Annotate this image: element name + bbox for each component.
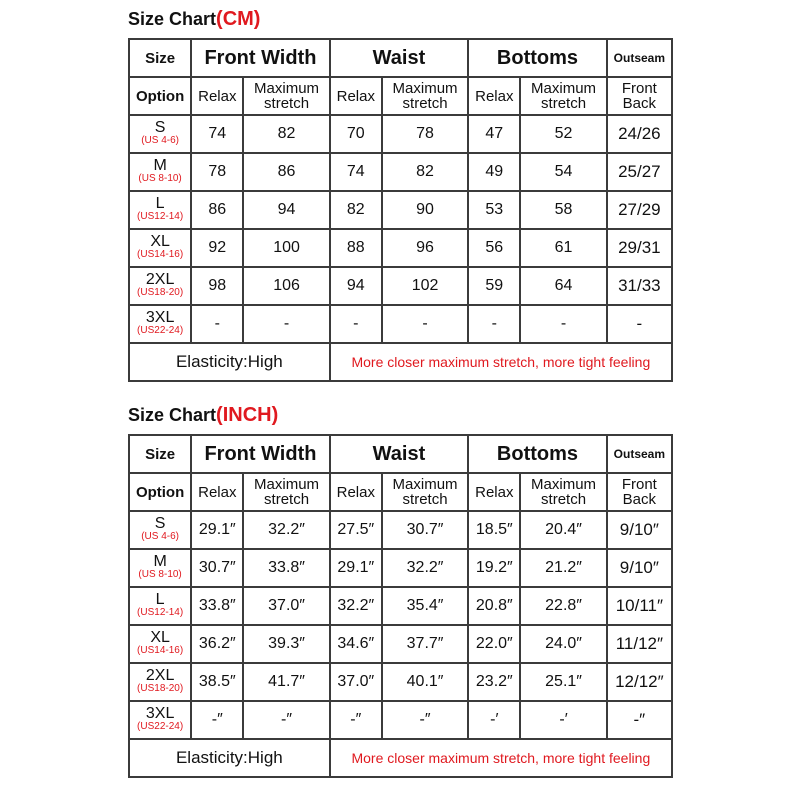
max-line2: stretch	[541, 95, 587, 112]
footer-row	[130, 344, 671, 380]
value-cell: 78	[192, 154, 242, 190]
value-cell: 82	[244, 116, 328, 152]
value-cell: 47	[469, 116, 519, 152]
size-cell	[130, 306, 190, 342]
fit-note: More closer maximum stretch, more tight feeling	[331, 740, 671, 776]
us-size: (US 4-6)	[141, 531, 179, 542]
size-name: 2XL	[145, 271, 175, 288]
size-name: L	[155, 195, 165, 212]
value-cell: -″	[192, 702, 242, 738]
size-name: 3XL	[145, 309, 175, 326]
table-row	[130, 588, 671, 624]
size-name: S	[154, 515, 166, 532]
size-cell	[130, 230, 190, 266]
value-cell: 32.2″	[244, 512, 328, 548]
relax-header: Relax	[469, 78, 519, 114]
value-cell: 22.0″	[469, 626, 519, 662]
value-cell: 86	[244, 154, 328, 190]
size-cell	[130, 702, 190, 738]
table-row	[130, 230, 671, 266]
value-cell: 78	[383, 116, 467, 152]
max-line2: stretch	[264, 95, 310, 112]
front-back-header	[608, 78, 671, 114]
us-size: (US 8-10)	[138, 569, 182, 580]
value-cell: 33.8″	[244, 550, 328, 586]
size-name: 2XL	[145, 667, 175, 684]
value-cell: 34.6″	[331, 626, 381, 662]
value-cell: -″	[608, 702, 671, 738]
value-cell: 74	[192, 116, 242, 152]
size-header: Size	[130, 436, 190, 472]
waist-header: Waist	[331, 40, 468, 76]
size-table	[128, 434, 673, 778]
size-name: XL	[150, 629, 170, 646]
front-label: Front	[621, 476, 657, 493]
value-cell: 24.0″	[521, 626, 605, 662]
value-cell: 56	[469, 230, 519, 266]
us-size: (US18-20)	[137, 287, 184, 298]
fit-note: More closer maximum stretch, more tight feeling	[331, 344, 671, 380]
title-prefix: Size Chart	[128, 9, 217, 29]
value-cell: 70	[331, 116, 381, 152]
table-row	[130, 664, 671, 700]
us-size: (US12-14)	[137, 211, 184, 222]
value-cell: -	[244, 306, 328, 342]
value-cell: 9/10″	[608, 512, 671, 548]
chart-title	[128, 8, 260, 31]
table-row	[130, 626, 671, 662]
value-cell: 58	[521, 192, 605, 228]
us-size: (US14-16)	[137, 249, 184, 260]
value-cell: 20.8″	[469, 588, 519, 624]
max-line1: Maximum	[392, 476, 458, 493]
title-unit: (INCH)	[216, 404, 279, 426]
value-cell: 37.0″	[244, 588, 328, 624]
relax-header: Relax	[192, 78, 242, 114]
value-cell: 98	[192, 268, 242, 304]
value-cell: -	[192, 306, 242, 342]
value-cell: 86	[192, 192, 242, 228]
value-cell: 94	[244, 192, 328, 228]
value-cell: -″	[331, 702, 381, 738]
size-cell	[130, 268, 190, 304]
size-cell	[130, 512, 190, 548]
table-row	[130, 512, 671, 548]
relax-header: Relax	[192, 474, 242, 510]
max-line1: Maximum	[254, 80, 320, 97]
max-stretch-header	[244, 474, 328, 510]
value-cell: 33.8″	[192, 588, 242, 624]
value-cell: 29/31	[608, 230, 671, 266]
value-cell: 61	[521, 230, 605, 266]
value-cell: 38.5″	[192, 664, 242, 700]
size-table	[128, 38, 673, 382]
max-line1: Maximum	[392, 80, 458, 97]
value-cell: -	[331, 306, 381, 342]
value-cell: 59	[469, 268, 519, 304]
option-header: Option	[130, 78, 190, 114]
value-cell: 94	[331, 268, 381, 304]
max-stretch-header	[383, 474, 467, 510]
value-cell: 25.1″	[521, 664, 605, 700]
front-back-header	[608, 474, 671, 510]
value-cell: 27.5″	[331, 512, 381, 548]
value-cell: 100	[244, 230, 328, 266]
footer-row	[130, 740, 671, 776]
us-size: (US12-14)	[137, 607, 184, 618]
elasticity-label: Elasticity:High	[130, 740, 329, 776]
us-size: (US22-24)	[137, 721, 184, 732]
value-cell: 37.0″	[331, 664, 381, 700]
table-row	[130, 268, 671, 304]
value-cell: 53	[469, 192, 519, 228]
size-name: L	[155, 591, 165, 608]
size-cell	[130, 192, 190, 228]
option-header: Option	[130, 474, 190, 510]
relax-header: Relax	[331, 78, 381, 114]
max-line2: stretch	[402, 95, 448, 112]
value-cell: 36.2″	[192, 626, 242, 662]
value-cell: 37.7″	[383, 626, 467, 662]
value-cell: 54	[521, 154, 605, 190]
bottoms-header: Bottoms	[469, 436, 606, 472]
value-cell: 82	[331, 192, 381, 228]
value-cell: 102	[383, 268, 467, 304]
max-line1: Maximum	[254, 476, 320, 493]
value-cell: 35.4″	[383, 588, 467, 624]
value-cell: 30.7″	[192, 550, 242, 586]
value-cell: 21.2″	[521, 550, 605, 586]
waist-header: Waist	[331, 436, 468, 472]
us-size: (US22-24)	[137, 325, 184, 336]
value-cell: -	[608, 306, 671, 342]
value-cell: 20.4″	[521, 512, 605, 548]
us-size: (US 8-10)	[138, 173, 182, 184]
value-cell: 40.1″	[383, 664, 467, 700]
max-stretch-header	[244, 78, 328, 114]
us-size: (US 4-6)	[141, 135, 179, 146]
value-cell: 106	[244, 268, 328, 304]
size-cell	[130, 550, 190, 586]
value-cell: 31/33	[608, 268, 671, 304]
table-row	[130, 550, 671, 586]
max-line2: stretch	[402, 491, 448, 508]
value-cell: 19.2″	[469, 550, 519, 586]
table-row	[130, 702, 671, 738]
outseam-header: Outseam	[608, 436, 671, 472]
back-label: Back	[622, 95, 657, 112]
outseam-header: Outseam	[608, 40, 671, 76]
value-cell: 22.8″	[521, 588, 605, 624]
value-cell: 32.2″	[331, 588, 381, 624]
max-line1: Maximum	[531, 476, 597, 493]
max-stretch-header	[383, 78, 467, 114]
value-cell: 32.2″	[383, 550, 467, 586]
value-cell: 82	[383, 154, 467, 190]
value-cell: 29.1″	[331, 550, 381, 586]
value-cell: 25/27	[608, 154, 671, 190]
value-cell: 39.3″	[244, 626, 328, 662]
table-row	[130, 154, 671, 190]
size-name: S	[154, 119, 166, 136]
value-cell: 11/12″	[608, 626, 671, 662]
title-prefix: Size Chart	[128, 405, 217, 425]
front-width-header: Front Width	[192, 436, 329, 472]
value-cell: 18.5″	[469, 512, 519, 548]
value-cell: 41.7″	[244, 664, 328, 700]
table-row	[130, 192, 671, 228]
size-name: XL	[150, 233, 170, 250]
table-row	[130, 306, 671, 342]
size-name: M	[153, 157, 167, 174]
value-cell: -′	[521, 702, 605, 738]
value-cell: -	[383, 306, 467, 342]
value-cell: 9/10″	[608, 550, 671, 586]
value-cell: 49	[469, 154, 519, 190]
value-cell: 12/12″	[608, 664, 671, 700]
us-size: (US18-20)	[137, 683, 184, 694]
chart-title	[128, 404, 278, 427]
value-cell: 64	[521, 268, 605, 304]
value-cell: 92	[192, 230, 242, 266]
value-cell: 52	[521, 116, 605, 152]
value-cell: -	[521, 306, 605, 342]
size-name: 3XL	[145, 705, 175, 722]
size-cell	[130, 154, 190, 190]
size-header: Size	[130, 40, 190, 76]
value-cell: 24/26	[608, 116, 671, 152]
bottoms-header: Bottoms	[469, 40, 606, 76]
size-cell	[130, 664, 190, 700]
max-line1: Maximum	[531, 80, 597, 97]
value-cell: 88	[331, 230, 381, 266]
relax-header: Relax	[331, 474, 381, 510]
front-label: Front	[621, 80, 657, 97]
table-row	[130, 116, 671, 152]
value-cell: -″	[383, 702, 467, 738]
value-cell: -	[469, 306, 519, 342]
max-stretch-header	[521, 474, 605, 510]
value-cell: 74	[331, 154, 381, 190]
title-unit: (CM)	[216, 8, 261, 30]
value-cell: 29.1″	[192, 512, 242, 548]
elasticity-label: Elasticity:High	[130, 344, 329, 380]
value-cell: 10/11″	[608, 588, 671, 624]
size-cell	[130, 116, 190, 152]
value-cell: -′	[469, 702, 519, 738]
max-stretch-header	[521, 78, 605, 114]
value-cell: 27/29	[608, 192, 671, 228]
value-cell: 96	[383, 230, 467, 266]
us-size: (US14-16)	[137, 645, 184, 656]
relax-header: Relax	[469, 474, 519, 510]
size-name: M	[153, 553, 167, 570]
size-cell	[130, 626, 190, 662]
max-line2: stretch	[541, 491, 587, 508]
value-cell: -″	[244, 702, 328, 738]
back-label: Back	[622, 491, 657, 508]
value-cell: 23.2″	[469, 664, 519, 700]
size-cell	[130, 588, 190, 624]
max-line2: stretch	[264, 491, 310, 508]
value-cell: 90	[383, 192, 467, 228]
front-width-header: Front Width	[192, 40, 329, 76]
value-cell: 30.7″	[383, 512, 467, 548]
